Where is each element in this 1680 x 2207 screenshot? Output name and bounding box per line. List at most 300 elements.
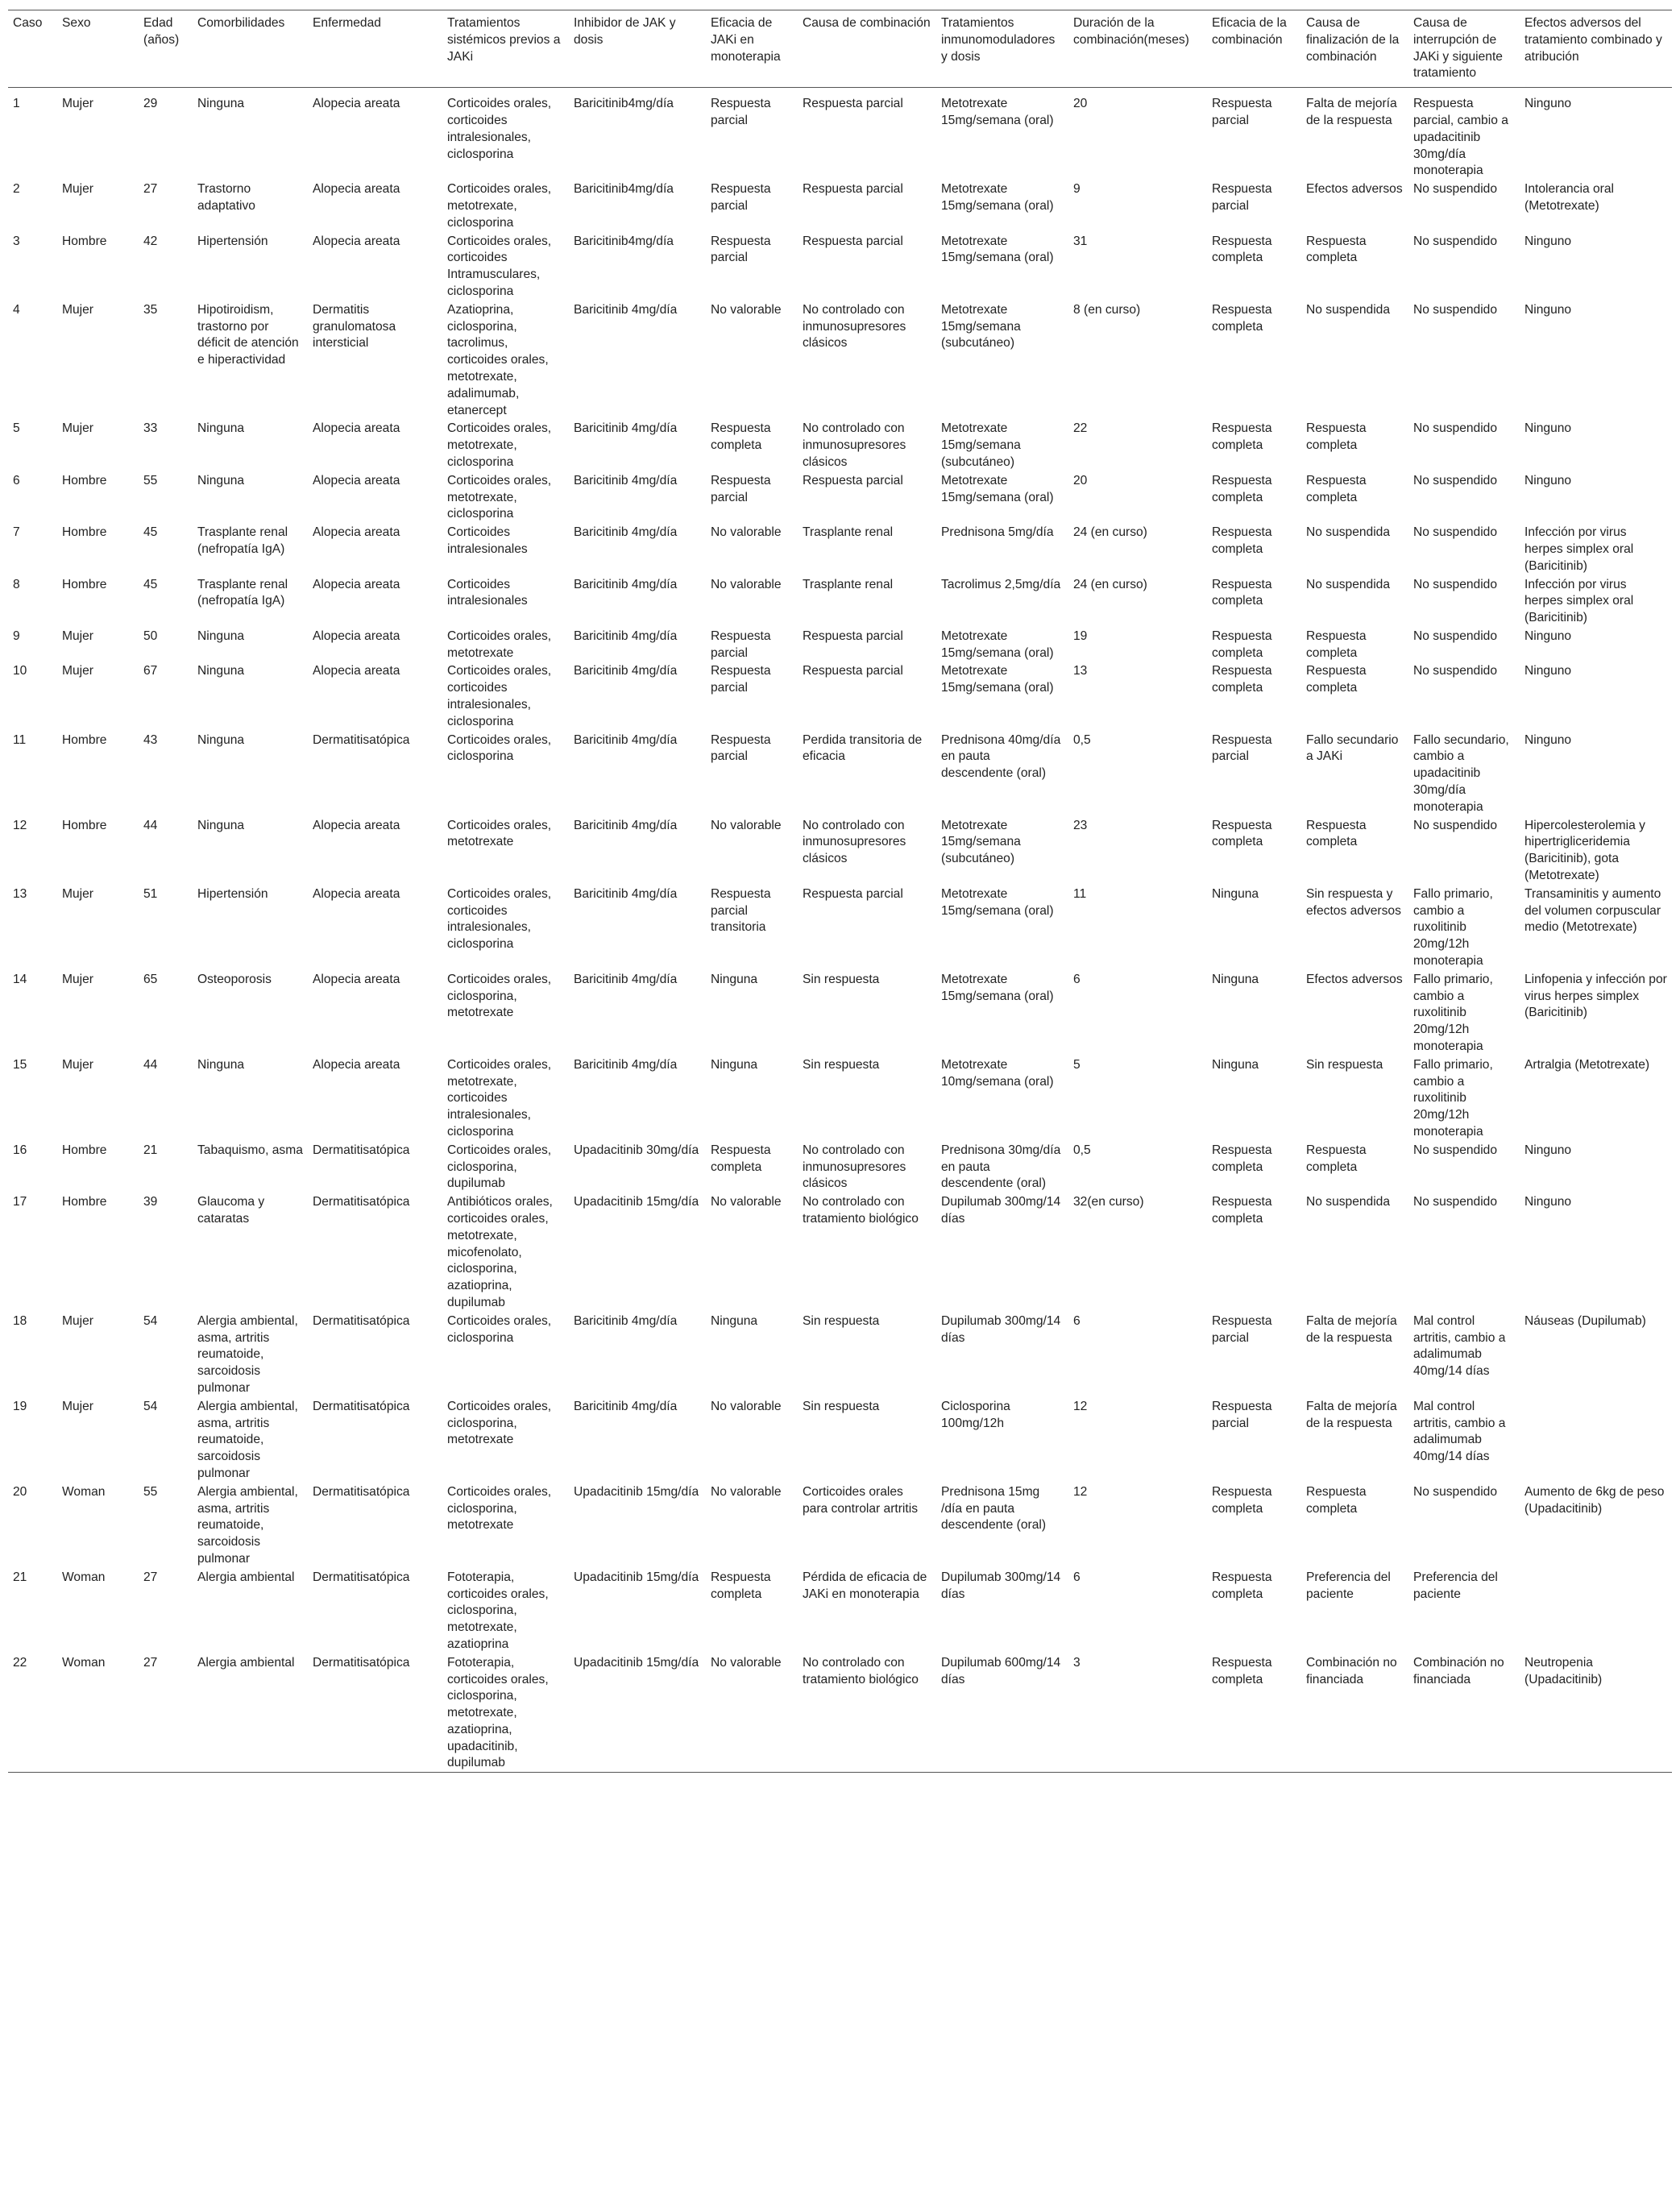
table-cell: Metotrexate 15mg/semana (subcutáneo) [941,818,1021,866]
table-cell: Mujer [62,97,93,111]
table-cell: Ninguna [197,97,245,111]
table-cell: Baricitinib 4mg/día [574,1057,678,1072]
table-cell: Corticoides orales para controlar artritis [803,1484,918,1516]
table-cell: Perdida transitoria de eficacia [803,732,923,764]
table-cell: Respuesta completa [1212,1195,1272,1226]
table-row [8,419,1672,471]
table-cell: Dermatitis granulomatosa intersticial [313,302,396,351]
table-cell: Ninguno [1524,473,1572,487]
table-cell: Ninguna [197,421,245,436]
table-cell: 45 [143,577,158,591]
table-cell: Corticoides orales, ciclosporina, metotrexate [447,972,552,1020]
table-row [8,1193,1672,1312]
table-cell: Dermatitisatópica [313,732,410,747]
table-cell: Woman [62,1570,106,1584]
table-cell: Respuesta completa [1306,421,1367,453]
table-cell: Trasplante renal (nefropatía IgA) [197,525,288,556]
table-cell: Respuesta parcial transitoria [711,886,771,935]
table-cell: 2 [13,182,20,197]
table-cell: 10 [13,664,27,678]
table-cell: Respuesta parcial [1212,732,1272,764]
table-cell: Alopecia areata [313,577,400,591]
table-cell: 54 [143,1313,158,1328]
table-cell: Respuesta parcial [711,473,771,504]
table-row [8,471,1672,523]
table-cell: Ninguna [1212,1057,1259,1072]
table-cell: Alopecia areata [313,234,400,248]
column-header: Causa de finalización de la combinación [1301,10,1408,88]
table-cell: Ninguna [1212,886,1259,901]
table-cell: Hombre [62,732,107,747]
table-cell: Respuesta completa [1212,818,1272,849]
table-cell: Transaminitis y aumento del volumen corpuscular medio (Metotrexate) [1524,886,1661,935]
table-cell: Ninguna [197,1057,245,1072]
table-cell: Ninguna [197,473,245,487]
table-cell: 55 [143,1484,158,1499]
table-cell: Trastorno adaptativo [197,182,255,213]
table-cell: Sin respuesta [1306,1057,1383,1072]
table-cell: No suspendido [1413,473,1498,487]
table-cell: Dermatitisatópica [313,1143,410,1157]
table-cell: Respuesta completa [1207,1653,1301,1773]
table-cell: Hombre [62,1195,107,1209]
table-cell: Dupilumab 300mg/14 días [941,1195,1061,1226]
table-cell: Corticoides orales, ciclosporina [447,732,552,764]
table-cell: Baricitinib 4mg/día [574,1313,678,1328]
table-cell: 8 (en curso) [1073,302,1141,317]
table-cell: 22 [1073,421,1088,436]
table-cell: 22 [8,1653,57,1773]
table-cell: Respuesta completa [711,1570,771,1601]
table-cell: No controlado con inmunosupresores clásicos [803,302,906,351]
table-cell: Fallo secundario a JAKi [1306,732,1399,764]
table-cell: 21 [13,1570,27,1584]
table-cell: Upadacitinib 15mg/día [569,1653,706,1773]
table-cell: Alopecia areata [313,818,400,832]
table-cell: Corticoides intralesionales [447,577,528,608]
table-cell: Sin respuesta [803,1057,880,1072]
table-cell: Neutropenia (Upadacitinib) [1520,1653,1672,1773]
table-cell: Corticoides orales, corticoides intralesionales, ciclosporina [447,97,552,161]
table-cell: Prednisona 40mg/día en pauta descendente (oral) [941,732,1061,781]
table-cell: 16 [13,1143,27,1157]
table-cell: 6 [13,473,20,487]
table-cell: Dupilumab 300mg/14 días [941,1570,1061,1601]
table-row [8,1141,1672,1193]
table-cell: Hipotiroidism, trastorno por déficit de atención e hiperactividad [197,302,299,367]
table-row [8,885,1672,970]
table-cell: Linfopenia y infección por virus herpes simplex (Baricitinib) [1524,972,1667,1020]
table-cell: Corticoides orales, corticoides intralesionales, ciclosporina [447,886,552,952]
table-cell: Hipertensión [197,234,268,248]
table-cell: 3 [13,234,20,248]
table-cell: No valorable [711,302,782,317]
table-cell: Respuesta completa [1212,421,1272,453]
table-cell: 8 [13,577,20,591]
table-cell: Woman [62,1484,106,1499]
table-cell: Baricitinib 4mg/día [574,1399,678,1413]
table-cell: Respuesta completa [1212,628,1272,660]
table-cell: 14 [13,972,27,986]
table-cell: Metotrexate 15mg/semana (oral) [941,234,1054,265]
table-cell: Baricitinib 4mg/día [574,732,678,747]
column-header: Causa de combinación [798,10,936,88]
table-cell: Dupilumab 300mg/14 días [941,1313,1061,1345]
table-cell: Prednisona 30mg/día en pauta descendente (oral) [941,1143,1061,1191]
table-cell: No controlado con inmunosupresores clásicos [803,421,906,469]
table-cell: Metotrexate 10mg/semana (oral) [941,1057,1054,1089]
table-cell: 4 [13,302,20,317]
table-cell: Metotrexate 15mg/semana (subcutáneo) [941,421,1021,469]
table-cell: 17 [13,1195,27,1209]
table-cell: Respuesta completa [1212,664,1272,695]
table-cell: Dermatitisatópica [313,1399,410,1413]
table-cell: Náuseas (Dupilumab) [1524,1313,1646,1328]
table-cell: Ninguno [1524,1195,1572,1209]
table-cell: Combinación no financiada [1408,1653,1520,1773]
table-cell: Ninguno [1524,97,1572,111]
table-cell: Respuesta completa [1212,1143,1272,1174]
table-cell: Hombre [62,525,107,540]
table-cell: Fallo primario, cambio a ruxolitinib 20mg/12h monoterapia [1413,1057,1493,1139]
table-cell: Alopecia areata [313,664,400,678]
table-cell: 5 [13,421,20,436]
table-cell: Respuesta completa [1306,234,1367,265]
table-cell: Corticoides orales, metotrexate, ciclosporina [447,182,552,230]
table-cell: Efectos adversos [1306,182,1403,197]
table-cell: Baricitinib 4mg/día [574,473,678,487]
table-cell: Corticoides orales, metotrexate [447,628,552,660]
table-cell: Respuesta parcial [803,97,903,111]
table-cell: Corticoides orales, metotrexate, ciclosporina [447,473,552,521]
table-cell: Baricitinib4mg/día [574,97,674,111]
table-cell: Hipertensión [197,886,268,901]
column-header: Tratamientos sistémicos previos a JAKi [442,10,569,88]
table-cell: 19 [1073,628,1088,643]
table-cell: No suspendido [1413,182,1498,197]
table-cell: 32(en curso) [1073,1195,1144,1209]
table-cell: Respuesta parcial [1212,1399,1272,1430]
table-cell: Metotrexate 15mg/semana (subcutáneo) [941,302,1021,351]
table-cell: Respuesta parcial, cambio a upadacitinib 30mg/día monoterapia [1413,97,1508,178]
table-row [8,232,1672,301]
table-cell: Glaucoma y cataratas [197,1195,265,1226]
table-row [8,970,1672,1056]
table-cell: 27 [139,1653,193,1773]
table-cell: Baricitinib 4mg/día [574,972,678,986]
table-cell: No valorable [711,1399,782,1413]
table-cell: Respuesta parcial [803,182,903,197]
table-cell: Metotrexate 15mg/semana (oral) [941,628,1054,660]
table-cell: Ninguno [1524,421,1572,436]
table-cell: Alergia ambiental [197,1570,295,1584]
table-cell: 0,5 [1073,732,1091,747]
table-cell: Infección por virus herpes simplex oral (Baricitinib) [1524,577,1634,625]
table-cell: 39 [143,1195,158,1209]
table-cell: Baricitinib 4mg/día [574,421,678,436]
table-cell: No valorable [711,525,782,540]
table-cell: Ninguno [1524,302,1572,317]
table-row [8,88,1672,180]
table-cell: 20 [13,1484,27,1499]
table-cell: Ninguna [197,664,245,678]
table-cell: Respuesta parcial [711,182,771,213]
table-cell: No suspendido [1413,525,1498,540]
table-row [8,523,1672,575]
table-cell: Corticoides orales, metotrexate, ciclosporina [447,421,552,469]
table-cell: 15 [13,1057,27,1072]
table-cell: Respuesta completa [1306,628,1367,660]
table-cell: Dupilumab 600mg/14 días [936,1653,1068,1773]
table-cell: Ciclosporina 100mg/12h [941,1399,1010,1430]
table-cell: Dermatitisatópica [308,1653,442,1773]
table-cell: 1 [13,97,20,111]
table-cell: Corticoides orales, ciclosporina [447,1313,552,1345]
table-row [8,1483,1672,1568]
table-cell: Metotrexate 15mg/semana (oral) [941,972,1054,1003]
table-cell: 33 [143,421,158,436]
table-cell: Trasplante renal [803,525,894,540]
table-cell: Azatioprina, ciclosporina, tacrolimus, corticoides orales, metotrexate, adalimumab, etanercept [447,302,549,417]
table-cell: Mujer [62,886,93,901]
table-header-row [8,10,1672,88]
table-cell: Respuesta parcial [803,664,903,678]
table-cell: Tacrolimus 2,5mg/día [941,577,1061,591]
table-cell: 29 [143,97,158,111]
table-cell: Ninguno [1524,628,1572,643]
table-cell: Woman [57,1653,139,1773]
table-cell: No suspendido [1413,628,1498,643]
table-cell: Respuesta parcial [711,664,771,695]
table-cell: No valorable [711,818,782,832]
table-cell: Upadacitinib 15mg/día [574,1195,699,1209]
cases-table [8,10,1672,1773]
table-cell: Alopecia areata [313,97,400,111]
table-cell: Corticoides orales, metotrexate [447,818,552,849]
table-cell: Respuesta parcial [1212,1313,1272,1345]
column-header: Enfermedad [308,10,442,88]
table-cell: 12 [1073,1484,1088,1499]
table-cell: 12 [13,818,27,832]
table-cell: Alergia ambiental, asma, artritis reumatoide, sarcoidosis pulmonar [197,1313,298,1395]
table-cell: Ninguna [711,1313,758,1328]
table-cell: Osteoporosis [197,972,272,986]
column-header: Causa de interrupción de JAKi y siguiente tratamiento [1408,10,1520,88]
column-header: Comorbilidades [193,10,308,88]
table-cell: 50 [143,628,158,643]
table-cell: No valorable [711,1195,782,1209]
table-cell: Dermatitisatópica [313,1195,410,1209]
table-cell: Mujer [62,628,93,643]
table-cell: Mujer [62,302,93,317]
table-cell: Corticoides orales, ciclosporina, metotrexate [447,1399,552,1447]
table-cell: 0,5 [1073,1143,1091,1157]
table-cell: Falta de mejoría de la respuesta [1306,97,1397,127]
table-row [8,1056,1672,1141]
table-cell: 13 [13,886,27,901]
table-cell: Respuesta completa [1212,1570,1272,1601]
table-cell: Alopecia areata [313,972,400,986]
table-cell: No suspendida [1306,577,1391,591]
table-cell: Mal control artritis, cambio a adalimumab 40mg/14 días [1413,1399,1506,1464]
table-cell: Mujer [62,1057,93,1072]
table-cell: No controlado con inmunosupresores clásicos [803,818,906,866]
table-cell: Preferencia del paciente [1306,1570,1391,1601]
table-cell: Ninguna [197,628,245,643]
column-header: Eficacia de JAKi en monoterapia [706,10,798,88]
table-cell: No suspendido [1413,421,1498,436]
table-cell: Hipercolesterolemia y hipertrigliceridemia (Baricitinib), gota (Metotrexate) [1524,818,1645,883]
table-cell: No valorable [711,1484,782,1499]
table-cell: 13 [1073,664,1088,678]
table-cell: 9 [1073,182,1081,197]
table-cell: Sin respuesta [803,1399,880,1413]
table-cell: Respuesta completa [1212,302,1272,334]
table-cell: Hombre [62,234,107,248]
table-row [8,1568,1672,1653]
table-cell: No valorable [706,1653,798,1773]
table-cell: Baricitinib 4mg/día [574,577,678,591]
table-cell: Baricitinib 4mg/día [574,302,678,317]
table-cell: Respuesta parcial [1212,182,1272,213]
column-header: Caso [8,10,57,88]
table-cell: Baricitinib 4mg/día [574,886,678,901]
table-cell: Preferencia del paciente [1413,1570,1498,1601]
table-cell: Metotrexate 15mg/semana (oral) [941,97,1054,127]
table-cell: 21 [143,1143,158,1157]
table-row [8,1397,1672,1483]
table-cell: 20 [1073,97,1088,111]
table-cell: Ninguna [711,1057,758,1072]
table-cell: 27 [143,182,158,197]
table-cell: Respuesta completa [1212,473,1272,504]
table-cell: No suspendido [1413,1143,1498,1157]
table-cell: Metotrexate 15mg/semana (oral) [941,664,1054,695]
table-row [8,575,1672,627]
table-cell: Upadacitinib 15mg/día [574,1484,699,1499]
table-cell: 12 [1073,1399,1088,1413]
table-cell: Metotrexate 15mg/semana (oral) [941,182,1054,213]
table-cell: Hombre [62,818,107,832]
table-cell: No valorable [711,577,782,591]
table-cell: 6 [1073,1570,1081,1584]
table-cell: Respuesta completa [711,1143,771,1174]
table-cell: 67 [143,664,158,678]
table-cell: Prednisona 5mg/día [941,525,1054,540]
table-cell: Prednisona 15mg /día en pauta descendente (oral) [941,1484,1047,1533]
table-cell: Alergia ambiental, asma, artritis reumatoide, sarcoidosis pulmonar [197,1484,298,1566]
table-cell: Baricitinib4mg/día [574,234,674,248]
table-cell: Hombre [62,1143,107,1157]
table-cell: Trasplante renal (nefropatía IgA) [197,577,288,608]
table-cell: Respuesta parcial [711,732,771,764]
table-cell: Respuesta completa [1306,1143,1367,1174]
table-cell: Mal control artritis, cambio a adalimumab 40mg/14 días [1413,1313,1506,1379]
table-cell: Combinación no financiada [1301,1653,1408,1773]
table-cell: Ninguno [1524,732,1572,747]
table-cell: No controlado con tratamiento biológico [803,1195,919,1226]
table-cell: Fototerapia, corticoides orales, ciclosporina, metotrexate, azatioprina [447,1570,549,1651]
table-cell: 9 [13,628,20,643]
table-cell: 24 (en curso) [1073,525,1147,540]
table-cell: No suspendido [1413,1195,1498,1209]
table-cell: Artralgia (Metotrexate) [1524,1057,1650,1072]
column-header: Duración de la combinación(meses) [1068,10,1207,88]
table-cell: 45 [143,525,158,540]
table-cell: No suspendida [1306,302,1391,317]
table-cell: No suspendido [1413,664,1498,678]
table-cell: Upadacitinib 15mg/día [574,1570,699,1584]
table-cell: 11 [1073,886,1087,901]
table-cell: Baricitinib4mg/día [574,182,674,197]
table-cell: Mujer [62,182,93,197]
table-cell: Alopecia areata [313,525,400,540]
table-cell: Ninguno [1524,664,1572,678]
table-cell: Respuesta completa [1306,818,1367,849]
table-cell: Alopecia areata [313,886,400,901]
table-cell: Antibióticos orales, corticoides orales, metotrexate, micofenolato, ciclosporina, azatioprina, dupilumab [447,1195,553,1309]
table-cell: 27 [143,1570,158,1584]
table-cell: Alopecia areata [313,421,400,436]
table-row [8,180,1672,231]
table-cell: Ninguna [1212,972,1259,986]
table-cell: Ninguna [711,972,758,986]
table-cell [1520,1397,1672,1483]
table-cell: Respuesta completa [1306,664,1367,695]
table-cell: Ninguno [1524,1143,1572,1157]
table-cell: No suspendido [1413,234,1498,248]
table-cell: Respuesta completa [1212,577,1272,608]
table-cell: Dermatitisatópica [313,1484,410,1499]
table-cell: Respuesta parcial [711,97,771,127]
table-cell [1520,1568,1672,1653]
table-cell: Alopecia areata [313,182,400,197]
table-cell: Ninguno [1524,234,1572,248]
table-cell: Hombre [62,473,107,487]
table-cell: Dermatitisatópica [313,1313,410,1328]
table-cell: Respuesta completa [1306,473,1367,504]
table-cell: Respuesta parcial [803,234,903,248]
table-cell: Respuesta completa [1306,1484,1367,1516]
table-cell: Respuesta parcial [1212,97,1272,127]
table-cell: Respuesta parcial [711,628,771,660]
table-cell: No suspendido [1413,818,1498,832]
table-cell: Metotrexate 15mg/semana (oral) [941,886,1054,918]
table-row [8,731,1672,816]
table-cell: Respuesta parcial [711,234,771,265]
column-header: Eficacia de la combinación [1207,10,1301,88]
table-cell: 54 [143,1399,158,1413]
table-cell: Corticoides orales, metotrexate, corticoides intralesionales, ciclosporina [447,1057,552,1139]
table-cell: Baricitinib 4mg/día [574,525,678,540]
table-cell: No controlado con inmunosupresores clásicos [803,1143,906,1191]
table-cell: Alopecia areata [313,473,400,487]
table-cell: 44 [143,1057,158,1072]
table-cell: Fallo primario, cambio a ruxolitinib 20mg/12h monoterapia [1413,972,1493,1054]
table-cell: 3 [1068,1653,1207,1773]
table-cell: Baricitinib 4mg/día [574,818,678,832]
table-cell: 23 [1073,818,1088,832]
table-cell: No suspendida [1306,1195,1391,1209]
table-cell: Fallo secundario, cambio a upadacitinib 30mg/día monoterapia [1413,732,1509,814]
table-cell: 11 [13,732,27,747]
table-row [8,627,1672,662]
table-cell: Aumento de 6kg de peso (Upadacitinib) [1524,1484,1665,1516]
table-cell: 43 [143,732,158,747]
table-row [8,1312,1672,1397]
table-cell: Pérdida de eficacia de JAKi en monoterapia [803,1570,927,1601]
table-cell: Upadacitinib 30mg/día [574,1143,699,1157]
